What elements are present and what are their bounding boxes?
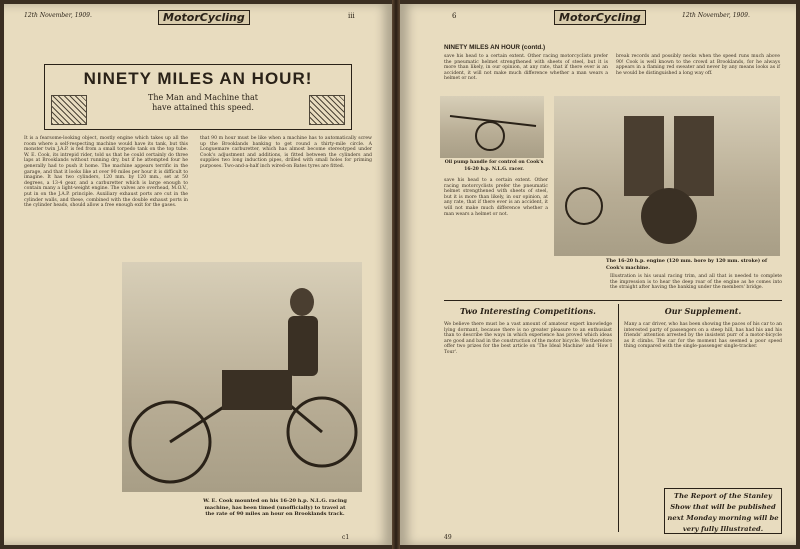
right-top-text-a: save his head to a certain extent. Other racing motorcyclists prefer the pneumatic helmet strengthened with sheets of steel, but it is more than likely, in our opinion, at any rate, that if there ever is an accident, it will not make much difference whether a man wears a helmet or not. [444,54,608,82]
oil-pump-caption: Oil pump handle for control on Cook's 16-20 h.p. N.L.G. racer. [444,160,544,172]
ornament-left [51,95,87,125]
left-column-1: It is a fearsome-looking object, mostly engine which takes up all the room where a self-respecting machine would have its tank, but this monster twin J.A.P. is fed from a small torpedo tank on the top tube. W. E. Cook, its intrepid rider, told us that he could certainly do three laps at Brooklands without running dry, but if he attempted four he generally had to push it home. The machine appears terrific in the garage, and that it looks like at over 90 miles per hour it is difficult to imagine. It has two cylinders, 120 mm. by 120 mm., set at 50 degrees, a 13-4 gear, and a carburetter which is large enough to contain many a light-weight engine. The valves are overhead, M.O.V., put in on the J.A.P. principle. Auxiliary exhaust ports are cut in the cylinder walls, and these, combined with the double exhaust ports in the cylinder heads, should allow a free enough exit for the gases. [24,136,188,209]
right-top-text-b: break records and possibly necks when the speed runs much above 90! Cook is well known to the crowd at Brooklands, for he always appears in a flaming red sweater and never by any means looks as if he would be distinguished a long way off. [616,54,780,76]
engine-illustration [554,96,780,256]
oil-pump-illustration [440,96,544,158]
left-masthead: MotorCycling [158,10,250,25]
right-page [400,4,796,545]
competitions-heading: Two Interesting Competitions. [460,306,596,316]
engine-photo [554,96,780,256]
motorcycle-rider-illustration [122,262,362,492]
article-title: NINETY MILES AN HOUR! [83,69,313,88]
title-box [44,64,352,130]
left-page-number: iii [348,12,355,20]
engine-caption: The 16-20 h.p. engine (120 mm. bore by 120 mm. stroke) of Cook's machine. [606,258,768,271]
left-column-2: that 90 m hour must be like when a machine has to automatically screw up the Brooklands banking to get round a thirty-mile circle. A Longuemare carburetter, which has almost become stereotyped under Cook's adjustment and additions, is fitted between the cylinders and supplies two long induction pipes, drilled with small holes for priming purposes. Two-and-a-half inch wired-on Bates tyres are fitted. [200,136,372,169]
section-rule [444,300,782,301]
right-page-number: 6 [452,12,457,20]
continued-heading: NINETY MILES AN HOUR (contd.) [444,44,546,51]
left-folio: c1 [342,534,350,541]
right-folio: 49 [444,534,452,541]
binding-gutter [392,0,400,549]
rider-photo [122,262,362,492]
left-page-date: 12th November, 1909. [24,12,92,19]
article-subtitle: The Man and Machine that have attained this speed. [148,93,258,112]
right-middle-text: save his head to a certain extent. Other racing motorcyclists prefer the pneumatic helmet strengthened with sheets of steel, but it is more than likely, in our opinion, at any rate, that if there ever is an accident, it will not make much difference whether a man wears a helmet or not. [444,178,548,217]
ornament-right [309,95,345,125]
supplement-heading: Our Supplement. [664,306,742,316]
right-mid-text: Illustration is his usual racing trim, and all that is needed to complete the impression is to hear the deep roar of the engine as he comes into the straight after having the banking under the members' bridge. [610,274,782,291]
oil-pump-photo [440,96,544,158]
left-page [4,4,392,545]
right-masthead: MotorCycling [554,10,646,25]
competitions-text: We believe there must be a vast amount of amateur expert knowledge lying dormant, because there is no greater pleasure to an enthusiast than to describe the ways in which experience has proved which ideas are good and bad in the construction of the motor bicycle. We therefore offer two prizes for the best article on 'The Ideal Machine' and 'How I Tour'. [444,322,612,355]
right-page-date: 12th November, 1909. [682,12,750,19]
stanley-show-notice: The Report of the Stanley Show that will be published next Monday morning will be very fully Illustrated. [664,488,782,534]
supplement-text: Many a car driver, who has been showing the paces of his car to an interested party of passengers on a steep hill, has had his and his friends' attention arrested by the insistent purr of a motor-bicycle as it climbs. The car for the moment has seemed a poor speed thing compared with the single-passenger single-tracker. [624,322,782,350]
photo-caption: W. E. Cook mounted on his 16-20 h.p. N.L.G. racing machine, has been timed (unofficially) to travel at the rate of 90 miles an hour on Brooklands track. [203,498,347,517]
column-rule [618,304,619,532]
